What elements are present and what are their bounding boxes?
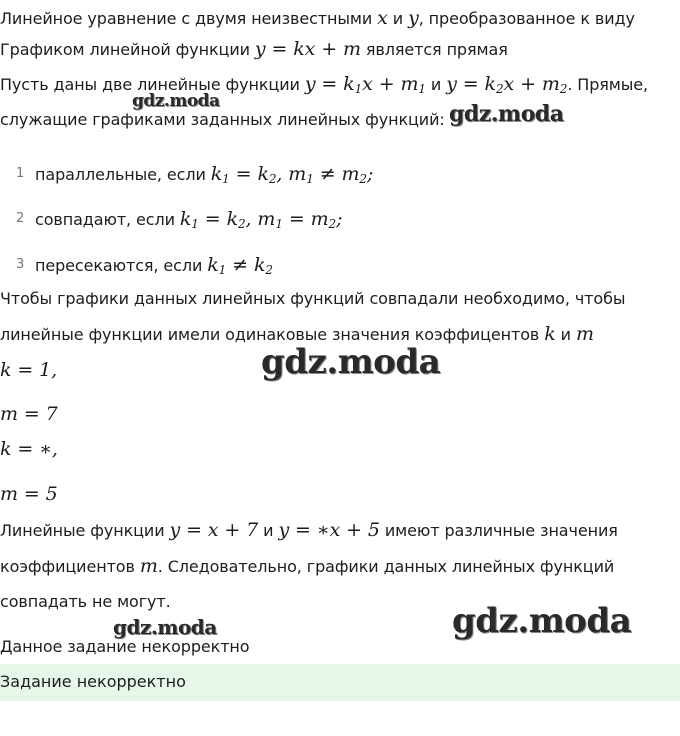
math-condition: $k_1 \ne k_2$ — [207, 254, 273, 277]
watermark: gdz.moda — [132, 91, 220, 111]
equation-3: k = ∗, — [0, 438, 58, 460]
text-segment: коэффициентов — [0, 557, 140, 576]
text-segment: и — [425, 75, 447, 94]
watermark: gdz.moda — [449, 101, 564, 127]
answer-text: Задание некорректно — [0, 672, 186, 691]
text-segment: Линейные функции — [0, 521, 170, 540]
math-var-m: m — [575, 323, 594, 345]
equation-4: m = 5 — [0, 483, 58, 505]
list-number: 2 — [16, 211, 25, 226]
list-item-text: пересекаются, если — [35, 256, 208, 275]
watermark: gdz.moda — [261, 342, 441, 382]
text-segment: Графиком линейной функции — [0, 40, 255, 59]
text-segment: . Следовательно, графики данных линейных функций — [157, 557, 615, 576]
math-var-y: y — [408, 7, 419, 29]
math-formula: y = ∗x + 5 — [278, 519, 380, 541]
equation-2: m = 7 — [0, 403, 58, 425]
watermark: gdz.moda — [113, 615, 217, 639]
text-segment: является прямая — [360, 40, 508, 59]
text-segment: линейные функции имели одинаковые значения коэффицентов — [0, 325, 545, 344]
text-segment: служащие графиками заданных линейных функций: — [0, 110, 445, 129]
text-line-2 — [0, 39, 508, 60]
text-segment: совпадать не могут. — [0, 592, 171, 611]
text-segment: Пусть даны две линейные функции — [0, 75, 305, 94]
math-condition: $k_1 = k_2$, $m_1 \ne m_2$; — [210, 163, 374, 186]
math-formula: y = kx + m — [254, 38, 361, 60]
text-segment: имеют различные значения — [379, 521, 618, 540]
math-var-x: x — [377, 7, 388, 29]
list-item-text: параллельные, если — [35, 165, 211, 184]
text-line-10 — [0, 637, 249, 657]
list-item — [35, 255, 273, 276]
list-item — [35, 209, 342, 230]
text-segment: Линейное уравнение с двумя неизвестными — [0, 9, 378, 28]
text-segment: , преобразованное к виду — [418, 9, 635, 28]
text-segment: и — [555, 325, 576, 344]
math-formula-f2: $y = k_2x + m_2$ — [446, 73, 568, 96]
text-line-9 — [0, 592, 171, 612]
text-line-8 — [0, 556, 614, 577]
text-segment: и — [387, 9, 409, 28]
text-line-3 — [0, 74, 648, 95]
math-formula-f1: $y = k_1x + m_1$ — [304, 73, 426, 96]
watermark: gdz.moda — [452, 601, 632, 641]
text-line-7 — [0, 520, 618, 541]
math-var-k: k — [544, 323, 556, 345]
list-number: 1 — [16, 166, 25, 181]
list-item-text: совпадают, если — [35, 210, 180, 229]
math-formula: y = x + 7 — [169, 519, 259, 541]
text-line-5 — [0, 289, 625, 309]
math-condition: $k_1 = k_2$, $m_1 = m_2$; — [179, 208, 343, 231]
text-line-4 — [0, 110, 445, 130]
answer-block — [0, 664, 680, 701]
text-segment: Чтобы графики данных линейных функций совпадали необходимо, чтобы — [0, 289, 626, 308]
text-segment: и — [258, 521, 279, 540]
text-line-1 — [0, 8, 635, 29]
list-number: 3 — [16, 257, 25, 272]
text-segment: Данное задание некорректно — [0, 637, 250, 656]
math-var-m: m — [139, 555, 158, 577]
equation-1: k = 1, — [0, 359, 58, 381]
text-segment: . Прямые, — [567, 75, 649, 94]
list-item — [35, 164, 373, 185]
